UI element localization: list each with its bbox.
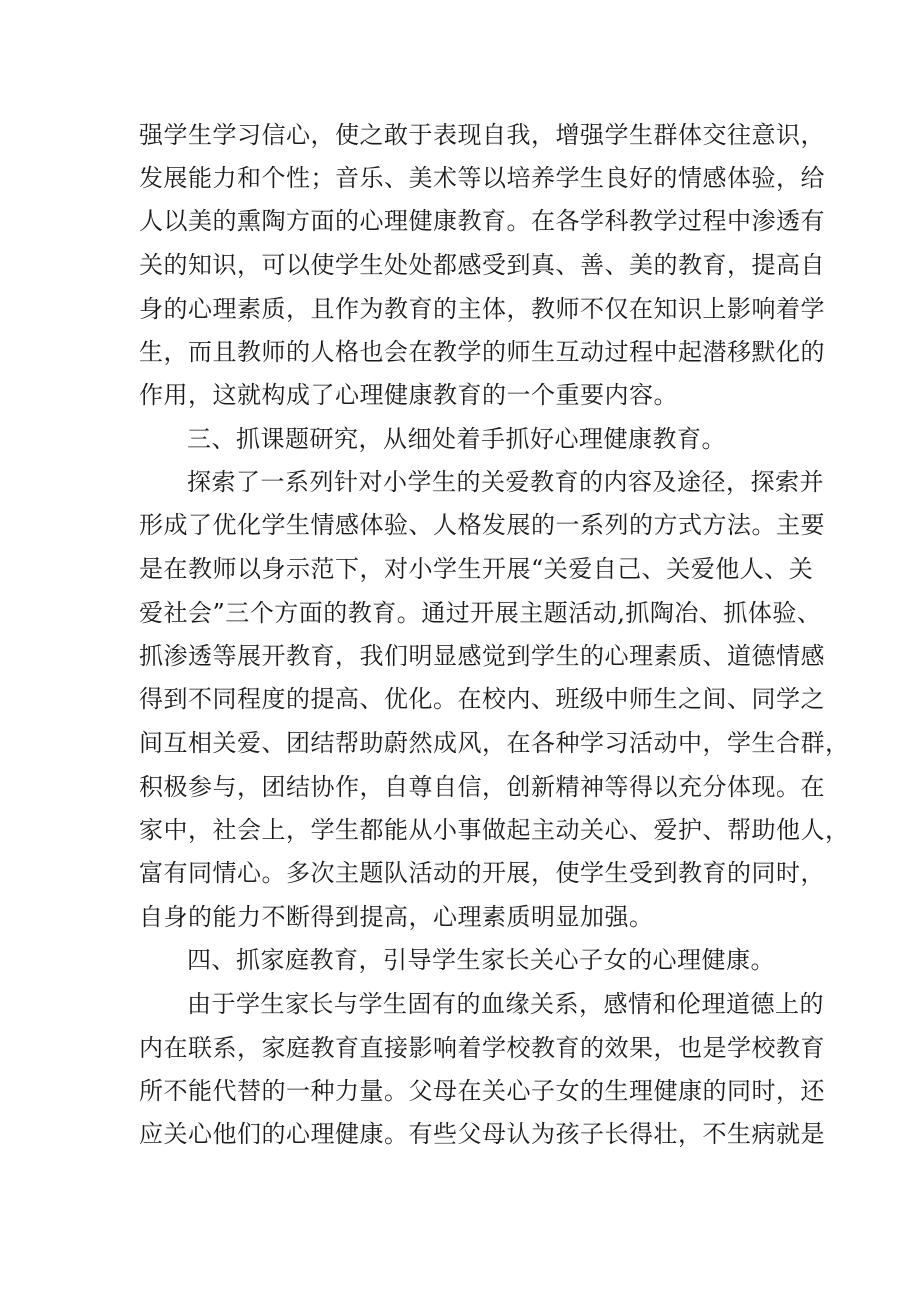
text-line: 由于学生家长与学生固有的血缘关系，感情和伦理道德上的 (187, 990, 824, 1018)
text-line: 积极参与，团结协作，自尊自信，创新精神等得以充分体现。在 (139, 773, 825, 801)
text-line: 应关心他们的心理健康。有些父母认为孩子长得壮，不生病就是 (139, 1120, 825, 1148)
text-line: 爱社会”三个方面的教育。通过开展主题活动,抓陶冶、抓体验、 (139, 599, 822, 627)
text-line: 是在教师以身示范下，对小学生开展“关爱自己、关爱他人、关 (139, 555, 814, 583)
text-line: 抓渗透等展开教育，我们明显感觉到学生的心理素质、道德情感 (139, 642, 825, 670)
text-line: 探索了一系列针对小学生的关爱教育的内容及途径，探索并 (187, 468, 824, 496)
text-line: 内在联系，家庭教育直接影响着学校教育的效果，也是学校教育 (139, 1034, 825, 1062)
text-line: 身的心理素质，且作为教育的主体，教师不仅在知识上影响着学 (139, 295, 825, 323)
text-line: 人以美的熏陶方面的心理健康教育。在各学科教学过程中渗透有 (139, 207, 825, 235)
text-line: 生，而且教师的人格也会在教学的师生互动过程中起潜移默化的 (139, 338, 825, 366)
section-heading: 四、抓家庭教育，引导学生家长关心子女的心理健康。 (187, 946, 775, 974)
text-line: 自身的能力不断得到提高，心理素质明显加强。 (139, 903, 654, 931)
text-line: 所不能代替的一种力量。父母在关心子女的生理健康的同时，还 (139, 1077, 825, 1105)
text-line: 作用，这就构成了心理健康教育的一个重要内容。 (139, 381, 678, 409)
text-line: 强学生学习信心，使之敢于表现自我，增强学生群体交往意识， (139, 121, 825, 149)
text-line: 间互相关爱、团结帮助蔚然成风，在各种学习活动中，学生合群， (139, 729, 850, 757)
text-line: 关的知识，可以使学生处处都感受到真、善、美的教育，提高自 (139, 251, 825, 279)
text-line: 富有同情心。多次主题队活动的开展，使学生受到教育的同时， (139, 859, 825, 887)
text-line: 家中，社会上，学生都能从小事做起主动关心、爱护、帮助他人， (139, 816, 850, 844)
text-line: 形成了优化学生情感体验、人格发展的一系列的方式方法。主要 (139, 511, 825, 539)
text-line: 得到不同程度的提高、优化。在校内、班级中师生之间、同学之 (139, 685, 825, 713)
section-heading: 三、抓课题研究，从细处着手抓好心理健康教育。 (187, 425, 726, 453)
text-line: 发展能力和个性；音乐、美术等以培养学生良好的情感体验，给 (139, 164, 825, 192)
